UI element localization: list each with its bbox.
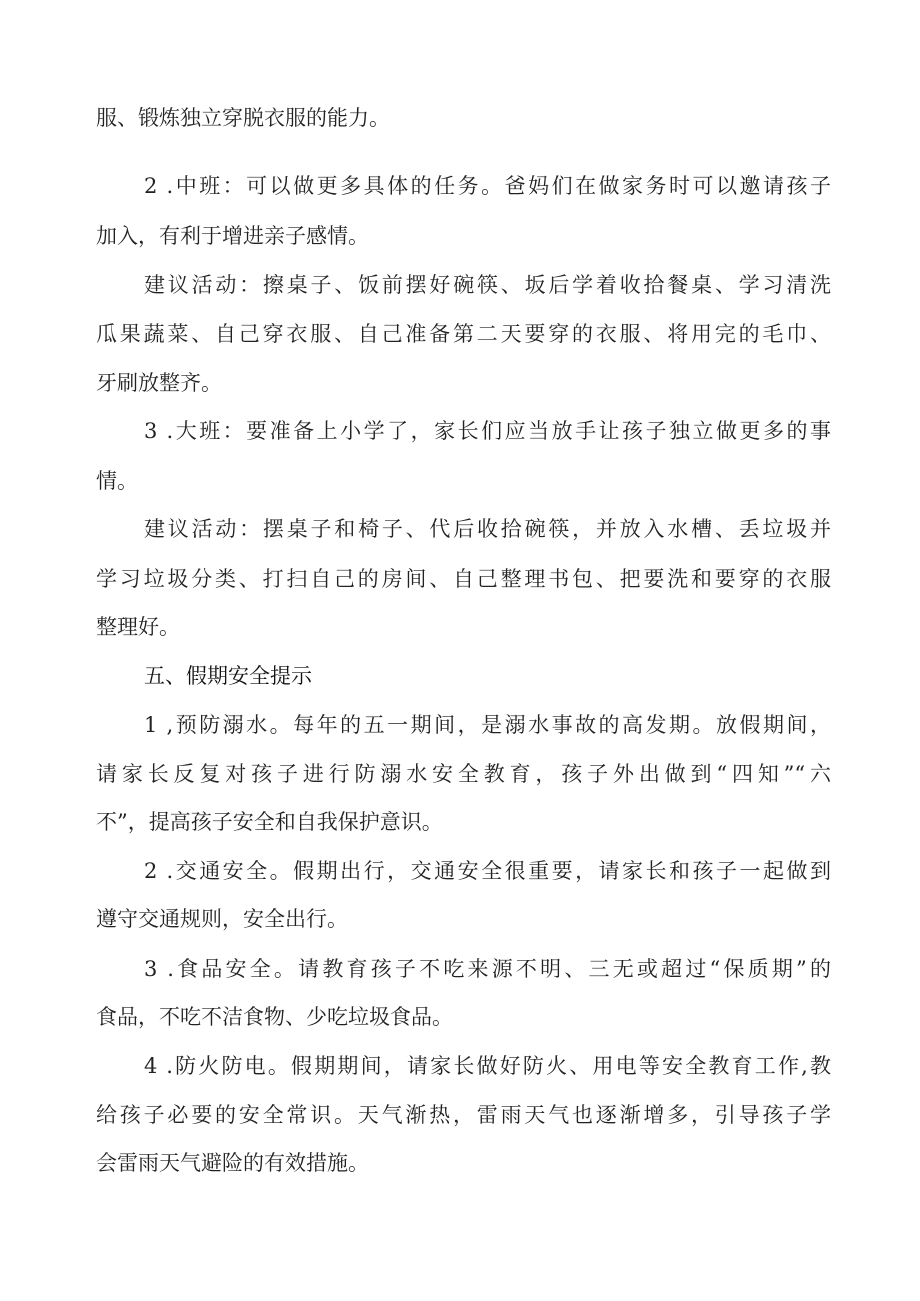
paragraph-line: 3 .食品安全。请教育孩子不吃来源不明、三无或超过“保质期”的: [144, 957, 831, 981]
paragraph-line: 不”，提高孩子安全和自我保护意识。: [96, 810, 443, 834]
paragraph-line: 会雷雨天气避险的有效措施。: [96, 1151, 369, 1175]
paragraph-line: 请家长反复对孩子进行防溺水安全教育，孩子外出做到“四知”“六: [96, 762, 831, 786]
paragraph-line: 情。: [96, 469, 138, 493]
paragraph-line: 食品，不吃不洁食物、少吃垃圾食品。: [96, 1005, 453, 1029]
paragraph-line: 2 .中班：可以做更多具体的任务。爸妈们在做家务时可以邀请孩子: [144, 174, 831, 198]
paragraph-line: 瓜果蔬菜、自己穿衣服、自己准备第二天要穿的衣服、将用完的毛巾、: [96, 322, 831, 346]
paragraph-line: 遵守交通规则，安全出行。: [96, 907, 348, 931]
paragraph-line: 牙刷放整齐。: [96, 371, 222, 395]
section-heading: 五、假期安全提示: [144, 664, 312, 688]
paragraph-line: 学习垃圾分类、打扫自己的房间、自己整理书包、把要洗和要穿的衣服: [96, 567, 831, 591]
paragraph-line: 给孩子必要的安全常识。天气渐热，雷雨天气也逐渐增多，引导孩子学: [96, 1103, 831, 1127]
paragraph-line: 4 .防火防电。假期期间，请家长做好防火、用电等安全教育工作,教: [144, 1054, 831, 1078]
paragraph-line: 1 ,预防溺水。每年的五一期间，是溺水事故的高发期。放假期间，: [144, 713, 831, 737]
paragraph-line: 建议活动：擦桌子、饭前摆好碗筷、坂后学着收拾餐桌、学习清洗: [144, 273, 831, 297]
paragraph-line: 服、锻炼独立穿脱衣服的能力。: [96, 106, 390, 130]
paragraph-line: 加入，有利于增进亲子感情。: [96, 224, 369, 248]
paragraph-line: 整理好。: [96, 615, 180, 639]
paragraph-line: 2 .交通安全。假期出行，交通安全很重要，请家长和孩子一起做到: [144, 859, 831, 883]
paragraph-line: 建议活动：摆桌子和椅子、代后收拾碗筷，并放入水槽、丢垃圾并: [144, 517, 831, 541]
paragraph-line: 3 .大班：要准备上小学了，家长们应当放手让孩子独立做更多的事: [144, 419, 831, 443]
